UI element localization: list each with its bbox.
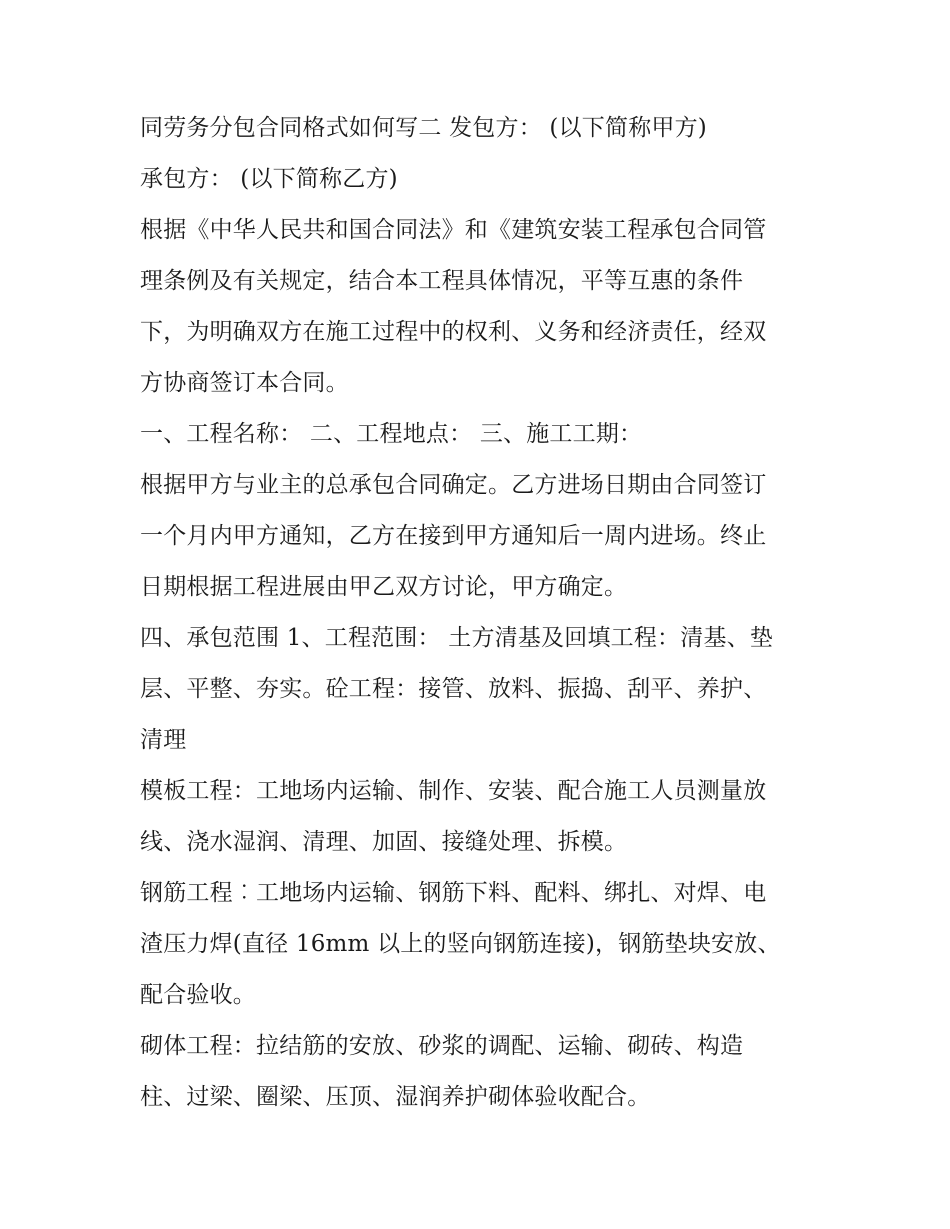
text-line: 钢筋工程︰工地场内运输、钢筋下料、配料、绑扎、对焊、电 bbox=[140, 880, 767, 906]
text-line: 四、承包范围 1、工程范围： 土方清基及回填工程：清基、垫 bbox=[140, 625, 774, 651]
text-line: 承包方： (以下简称乙方) bbox=[140, 166, 398, 192]
text-line: 模板工程：工地场内运输、制作、安装、配合施工人员测量放 bbox=[140, 778, 767, 804]
text-line: 配合验收。 bbox=[140, 982, 256, 1008]
text-line: 一、工程名称： 二、工程地点： 三、施工工期： bbox=[140, 421, 643, 447]
document-body bbox=[140, 103, 820, 1123]
text-line: 根据《中华人民共和国合同法》和《建筑安装工程承包合同管 bbox=[140, 217, 767, 243]
text-line: 方协商签订本合同。 bbox=[140, 370, 349, 396]
text-line: 一个月内甲方通知，乙方在接到甲方通知后一周内进场。终止 bbox=[140, 523, 767, 549]
text-line: 渣压力焊(直径 16mm 以上的竖向钢筋连接)，钢筋垫块安放、 bbox=[140, 931, 781, 957]
text-line: 层、平整、夯实。砼工程：接管、放料、振捣、刮平、养护、 bbox=[140, 676, 767, 702]
text-line: 线、浇水湿润、清理、加固、接缝处理、拆模。 bbox=[140, 829, 628, 855]
text-line: 清理 bbox=[140, 727, 187, 753]
text-line: 同劳务分包合同格式如何写二 发包方： (以下简称甲方) bbox=[140, 115, 707, 141]
text-line: 砌体工程：拉结筋的安放、砂浆的调配、运输、砌砖、构造 bbox=[140, 1033, 744, 1059]
text-line: 理条例及有关规定，结合本工程具体情况，平等互惠的条件 bbox=[140, 268, 744, 294]
text-line: 下，为明确双方在施工过程中的权利、义务和经济责任，经双 bbox=[140, 319, 767, 345]
text-line: 日期根据工程进展由甲乙双方讨论，甲方确定。 bbox=[140, 574, 628, 600]
text-line: 柱、过梁、圈梁、压顶、湿润养护砌体验收配合。 bbox=[140, 1084, 651, 1110]
text-line: 根据甲方与业主的总承包合同确定。乙方进场日期由合同签订 bbox=[140, 472, 767, 498]
